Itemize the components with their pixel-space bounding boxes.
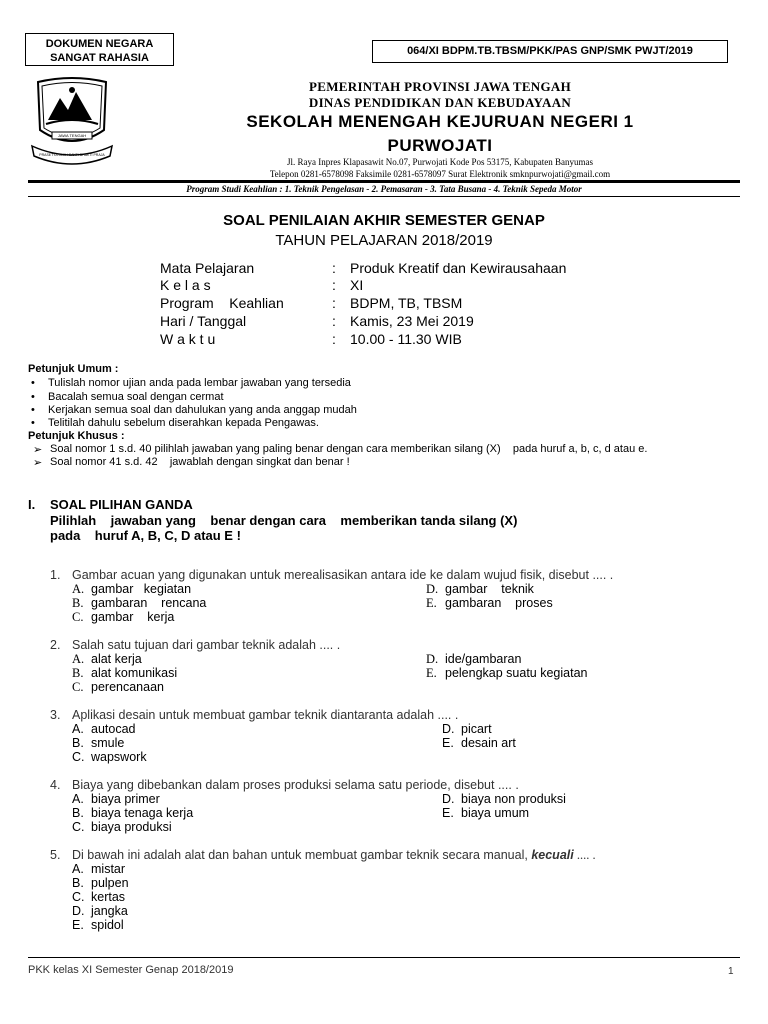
option-c: C. kertas <box>72 890 126 904</box>
option-a: A. biaya primer <box>72 792 160 806</box>
section-description-line-1: Pilihlah jawaban yang benar dengan cara memberikan tanda silang (X) <box>50 513 518 528</box>
logo-banner-text: JAWA TENGAH <box>57 133 87 138</box>
info-value: Produk Kreatif dan Kewirausahaan <box>350 260 567 276</box>
question-text: Gambar acuan yang digunakan untuk merealisasikan antara ide ke dalam wujud fisik, disebut .... . <box>72 568 614 582</box>
info-label: W a k t u <box>160 331 216 347</box>
special-instructions-title: Petunjuk Khusus : <box>28 430 125 442</box>
special-instruction-item: ➢ Soal nomor 41 s.d. 42 jawablah dengan singkat dan benar ! <box>33 456 350 469</box>
classification-line-1: DOKUMEN NEGARA <box>45 38 154 50</box>
letterhead-government: PEMERINTAH PROVINSI JAWA TENGAH <box>309 79 571 94</box>
classification-line-2: SANGAT RAHASIA <box>50 52 149 64</box>
option-e: E. pelengkap suatu kegiatan <box>426 666 588 680</box>
option-a: A. alat kerja <box>72 652 142 666</box>
school-name-line-1: SEKOLAH MENENGAH KEJURUAN NEGERI 1 <box>246 112 634 131</box>
option-c: C. biaya produksi <box>72 820 172 834</box>
option-a: A. mistar <box>72 862 126 876</box>
option-b: B. gambaran rencana <box>72 596 207 610</box>
info-value: BDPM, TB, TBSM <box>350 295 463 311</box>
option-b: B. smule <box>72 736 125 750</box>
option-e: E. desain art <box>442 736 516 750</box>
option-d: D. jangka <box>72 904 128 918</box>
option-b: B. biaya tenaga kerja <box>72 806 194 820</box>
general-instructions-title: Petunjuk Umum : <box>28 363 119 375</box>
option-c: C. perencanaan <box>72 680 164 694</box>
program-study-line: Program Studi Keahlian : 1. Teknik Pengelasan - 2. Pemasaran - 3. Tata Busana - 4. Teknik Sepeda Motor <box>28 180 740 197</box>
info-value: XI <box>350 277 364 293</box>
option-a: A. autocad <box>72 722 136 736</box>
school-name-line-2: PURWOJATI <box>387 136 493 155</box>
logo-motto-text: PRASETYA ULAH SAKTI BHAKTI PRAJA <box>39 153 105 157</box>
question-text: Biaya yang dibebankan dalam proses produksi selama satu periode, disebut .... . <box>72 778 519 792</box>
section-description-line-2: pada huruf A, B, C, D atau E ! <box>50 528 241 543</box>
info-value: Kamis, 23 Mei 2019 <box>350 313 474 329</box>
section-number: I. <box>28 497 36 512</box>
info-colon: : <box>332 331 336 347</box>
option-e: E. biaya umum <box>442 806 530 820</box>
option-d: D. ide/gambaran <box>426 652 522 666</box>
question-number: 4. <box>50 778 61 792</box>
exam-title: SOAL PENILAIAN AKHIR SEMESTER GENAP <box>223 212 545 229</box>
question-number: 2. <box>50 638 61 652</box>
school-address: Jl. Raya Inpres Klapasawit No.07, Purwojati Kode Pos 53175, Kabupaten Banyumas <box>287 157 593 167</box>
document-code: 064/XI BDPM.TB.TBSM/PKK/PAS GNP/SMK PWJT/2019 <box>407 45 693 57</box>
letterhead-department: DINAS PENDIDIKAN DAN KEBUDAYAAN <box>308 95 572 110</box>
info-value: 10.00 - 11.30 WIB <box>350 331 462 347</box>
general-instruction-item: • Tulislah nomor ujian anda pada lembar jawaban yang tersedia <box>31 377 351 389</box>
option-e: E. spidol <box>72 918 124 932</box>
question-number: 5. <box>50 848 61 862</box>
document-classification-box <box>25 33 174 66</box>
info-label: Mata Pelajaran <box>160 260 255 276</box>
school-contact: Telepon 0281-6578098 Faksimile 0281-6578097 Surat Elektronik smknpurwojati@gmail.com <box>269 169 611 179</box>
info-colon: : <box>332 277 336 293</box>
info-label: Hari / Tanggal <box>160 313 247 329</box>
info-colon: : <box>332 260 336 276</box>
school-emblem-logo <box>30 76 114 172</box>
option-c: C. gambar kerja <box>72 610 175 624</box>
option-d: D. gambar teknik <box>426 582 534 596</box>
footer-text: PKK kelas XI Semester Genap 2018/2019 <box>28 964 234 976</box>
option-c: C. wapswork <box>72 750 147 764</box>
general-instruction-item: • Bacalah semua soal dengan cermat <box>31 391 224 403</box>
exam-year: TAHUN PELAJARAN 2018/2019 <box>275 232 493 249</box>
info-colon: : <box>332 313 336 329</box>
footer-divider <box>28 957 740 958</box>
document-code-box <box>372 40 728 63</box>
question-text: Aplikasi desain untuk membuat gambar teknik diantaranta adalah .... . <box>72 708 459 722</box>
page-number: 1 <box>728 966 734 977</box>
info-label: K e l a s <box>160 277 211 293</box>
info-colon: : <box>332 295 336 311</box>
special-instruction-item: ➢ Soal nomor 1 s.d. 40 pilihlah jawaban yang paling benar dengan cara memberikan silang (X) pada huruf a, b, c, d atau e. <box>33 443 648 456</box>
section-title: SOAL PILIHAN GANDA <box>50 497 193 512</box>
option-e: E. gambaran proses <box>426 596 553 610</box>
general-instruction-item: • Kerjakan semua soal dan dahulukan yang anda anggap mudah <box>31 404 357 416</box>
question-text: Salah satu tujuan dari gambar teknik adalah .... . <box>72 638 341 652</box>
question-text: Di bawah ini adalah alat dan bahan untuk membuat gambar teknik secara manual, kecuali .... . <box>72 848 596 862</box>
info-label: Program Keahlian <box>160 295 284 311</box>
option-a: A. gambar kegiatan <box>72 582 192 596</box>
general-instruction-item: • Telitilah dahulu sebelum diserahkan kepada Pengawas. <box>31 417 319 429</box>
question-number: 1. <box>50 568 61 582</box>
option-d: D. picart <box>442 722 492 736</box>
question-emphasis: kecuali <box>531 848 574 862</box>
option-b: B. alat komunikasi <box>72 666 178 680</box>
option-b: B. pulpen <box>72 876 129 890</box>
question-number: 3. <box>50 708 61 722</box>
option-d: D. biaya non produksi <box>442 792 566 806</box>
